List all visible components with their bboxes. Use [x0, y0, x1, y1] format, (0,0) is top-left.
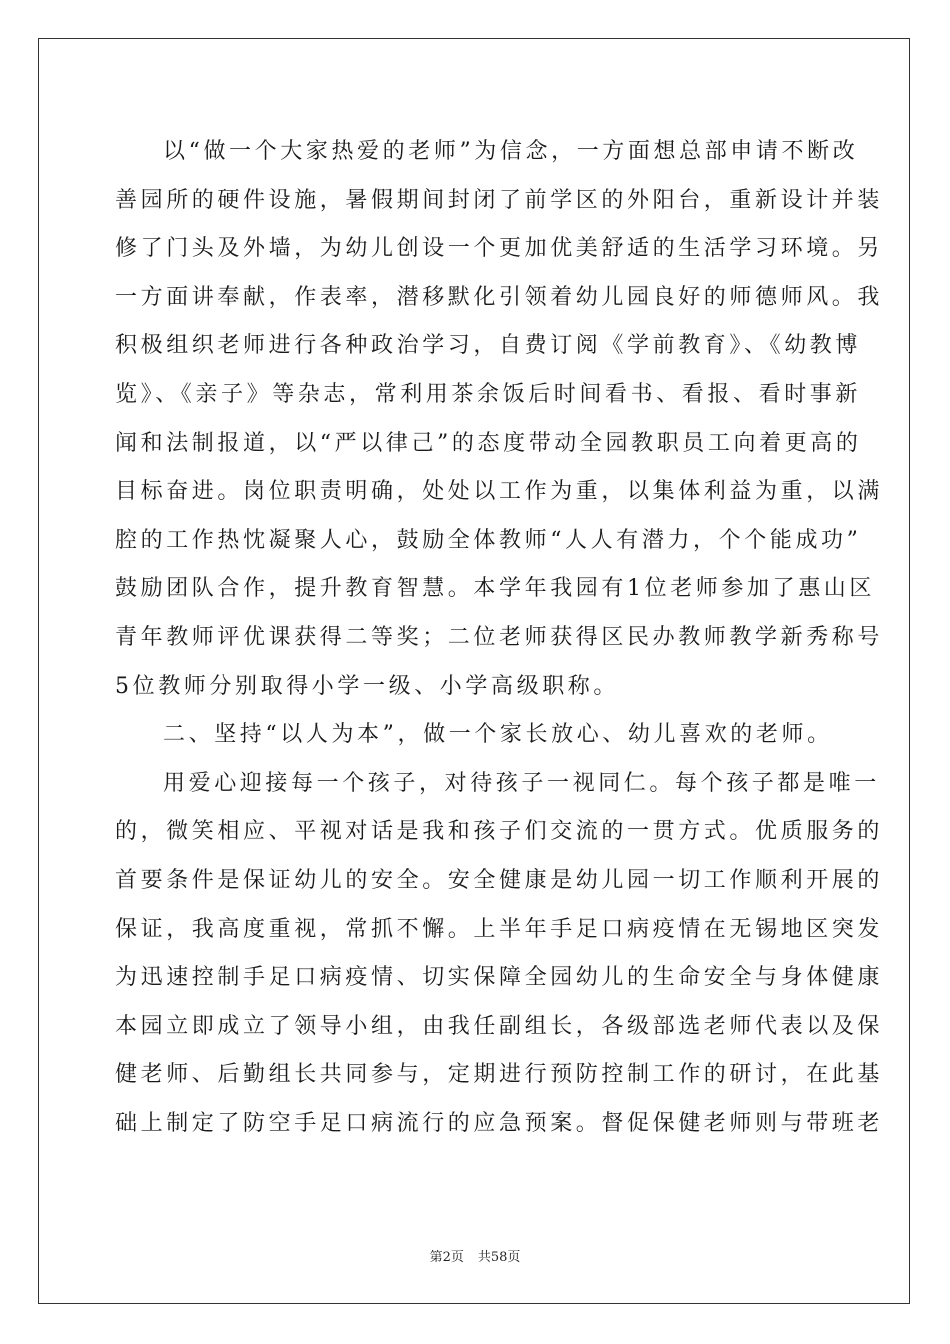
text-line: 保证，我高度重视，常抓不懈。上半年手足口病疫情在无锡地区突发 [115, 916, 884, 942]
text-line: 青年教师评优课获得二等奖；二位老师获得区民办教师教学新秀称号 [115, 624, 884, 650]
text-line: 础上制定了防空手足口病流行的应急预案。督促保健老师则与带班老 [115, 1110, 884, 1136]
text-line: 腔的工作热忱凝聚人心，鼓励全体教师“人人有潜力，个个能成功” [115, 527, 862, 553]
text-line: 的，微笑相应、平视对话是我和孩子们交流的一贯方式。优质服务的 [115, 819, 884, 845]
text-line: 本园立即成立了领导小组，由我任副组长，各级部选老师代表以及保 [115, 1013, 884, 1039]
text-line: 用爱心迎接每一个孩子，对待孩子一视同仁。每个孩子都是唯一 [163, 770, 880, 796]
text-line: 目标奋进。岗位职责明确，处处以工作为重，以集体利益为重，以满 [115, 479, 884, 505]
section-heading: 二、坚持“以人为本”，做一个家长放心、幼儿喜欢的老师。 [163, 722, 833, 748]
text-line: 为迅速控制手足口病疫情、切实保障全园幼儿的生命安全与身体健康 [115, 965, 884, 991]
page-total: 共58页 [477, 1250, 521, 1265]
text-line: 以“做一个大家热爱的老师”为信念，一方面想总部申请不断改 [163, 139, 859, 164]
text-line: 善园所的硬件设施，暑假期间封闭了前学区的外阳台，重新设计并装 [115, 187, 884, 213]
text-line: 积极组织老师进行各种政治学习，自费订阅《学前教育》、《幼教博 [115, 333, 862, 359]
text-line: 览》、《亲子》等杂志，常利用茶余饭后时间看书、看报、看时事新 [115, 381, 862, 407]
text-line: 健老师、后勤组长共同参与，定期进行预防控制工作的研讨，在此基 [115, 1062, 884, 1088]
text-line: 首要条件是保证幼儿的安全。安全健康是幼儿园一切工作顺利开展的 [115, 867, 884, 893]
page-footer [0, 1246, 950, 1265]
page-number: 第2页 [429, 1250, 464, 1265]
document-body [115, 128, 884, 1148]
text-line: 鼓励团队合作，提升教育智慧。本学年我园有1位老师参加了惠山区 [115, 576, 875, 602]
text-line: 一方面讲奉献，作表率，潜移默化引领着幼儿园良好的师德师风。我 [115, 284, 884, 310]
text-line: 修了门头及外墙，为幼儿创设一个更加优美舒适的生活学习环境。另 [115, 236, 884, 262]
text-line: 5位教师分别取得小学一级、小学高级职称。 [115, 673, 619, 699]
text-line: 闻和法制报道，以“严以律己”的态度带动全园教职员工向着更高的 [115, 430, 862, 456]
